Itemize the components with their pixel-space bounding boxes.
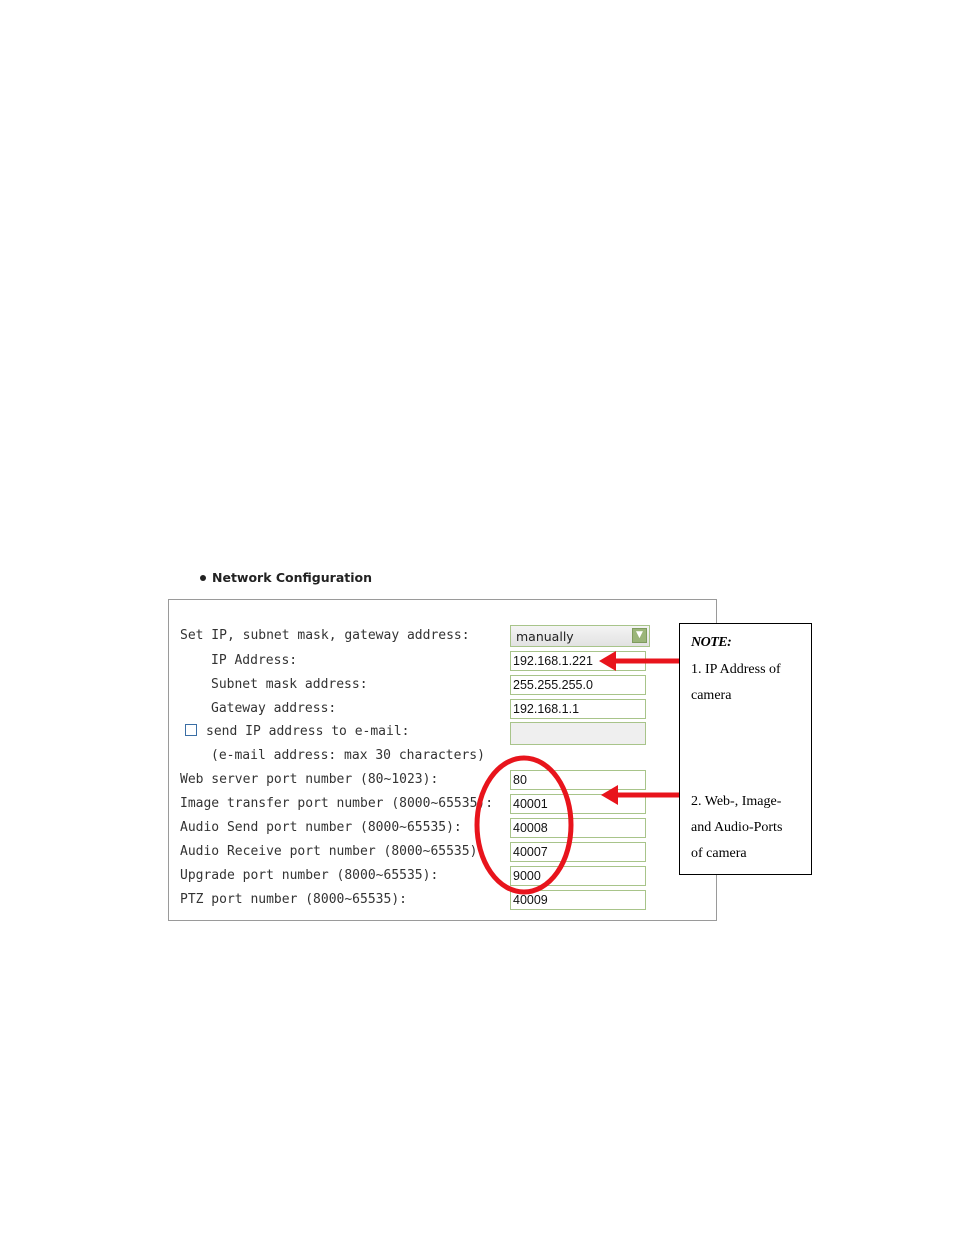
ip-mode-value: manually bbox=[516, 629, 574, 644]
bullet-icon bbox=[200, 575, 206, 581]
ip-mode-label: Set IP, subnet mask, gateway address: bbox=[180, 628, 470, 643]
note-box bbox=[679, 623, 812, 875]
note-item2-line3: of camera bbox=[691, 846, 747, 861]
note-item1-line2: camera bbox=[691, 688, 732, 703]
subnet-mask-input[interactable]: 255.255.255.0 bbox=[510, 675, 646, 695]
port-label-image: Image transfer port number (8000~65535): bbox=[180, 796, 494, 811]
port-input-audio-send[interactable]: 40008 bbox=[510, 818, 646, 838]
ip-address-label: IP Address: bbox=[211, 653, 298, 668]
port-label-audio-send: Audio Send port number (8000~65535): bbox=[180, 820, 462, 835]
email-hint: (e-mail address: max 30 characters) bbox=[211, 748, 485, 763]
gateway-input[interactable]: 192.168.1.1 bbox=[510, 699, 646, 719]
ip-mode-select[interactable] bbox=[510, 625, 650, 647]
port-input-image[interactable]: 40001 bbox=[510, 794, 646, 814]
ip-address-input[interactable]: 192.168.1.221 bbox=[510, 651, 646, 671]
send-ip-checkbox[interactable] bbox=[185, 724, 197, 736]
note-item1-line1: 1. IP Address of bbox=[691, 662, 781, 677]
port-label-ptz: PTZ port number (8000~65535): bbox=[180, 892, 407, 907]
chevron-down-icon[interactable]: ▼ bbox=[632, 628, 647, 643]
port-label-audio-receive: Audio Receive port number (8000~65535): bbox=[180, 844, 486, 859]
port-input-web[interactable]: 80 bbox=[510, 770, 646, 790]
subnet-mask-label: Subnet mask address: bbox=[211, 677, 368, 692]
section-title-text: Network Configuration bbox=[212, 570, 372, 585]
network-config-panel bbox=[168, 599, 717, 921]
port-input-ptz[interactable]: 40009 bbox=[510, 890, 646, 910]
note-item2-line2: and Audio-Ports bbox=[691, 820, 783, 835]
port-label-web: Web server port number (80~1023): bbox=[180, 772, 439, 787]
note-item2-line1: 2. Web-, Image- bbox=[691, 794, 782, 809]
port-input-audio-receive[interactable]: 40007 bbox=[510, 842, 646, 862]
email-address-input[interactable] bbox=[510, 722, 646, 745]
send-ip-label: send IP address to e-mail: bbox=[206, 724, 410, 739]
gateway-label: Gateway address: bbox=[211, 701, 337, 716]
note-title: NOTE: bbox=[691, 635, 732, 650]
section-title bbox=[200, 570, 372, 585]
port-label-upgrade: Upgrade port number (8000~65535): bbox=[180, 868, 439, 883]
network-config-screenshot bbox=[167, 565, 720, 907]
port-input-upgrade[interactable]: 9000 bbox=[510, 866, 646, 886]
